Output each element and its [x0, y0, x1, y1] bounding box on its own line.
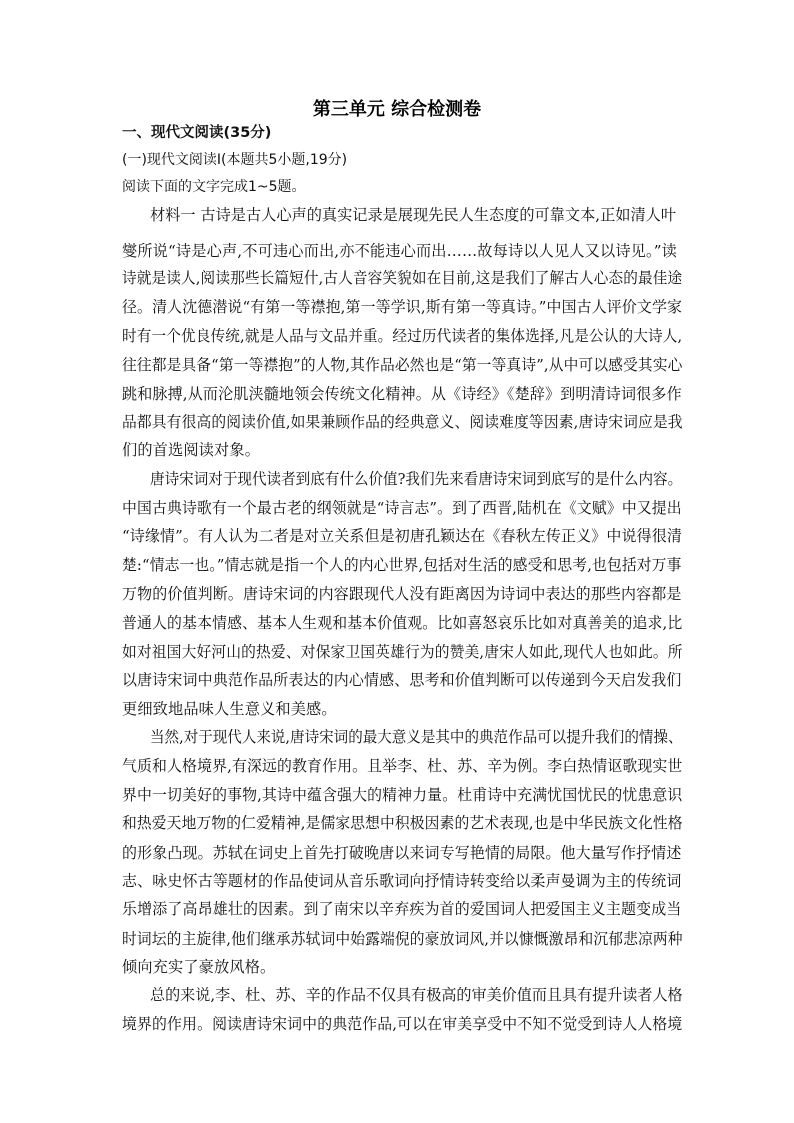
- passage-line: 总的来说,李、杜、苏、辛的作品不仅具有极高的审美价值而且具有提升读者人格: [150, 986, 683, 1004]
- passage-line: 们的首选阅读对象。: [122, 441, 261, 459]
- passage-line: 楚:“情志一也。”情志就是指一个人的内心世界,包括对生活的感受和思考,也包括对万事: [122, 556, 682, 574]
- passage-line: 界中一切美好的事物,其诗中蕴含强大的精神力量。杜甫诗中充满忧国忧民的忧患意识: [122, 786, 683, 804]
- passage-line: “诗缘情”。有人认为二者是对立关系但是初唐孔颖达在《春秋左传正义》中说得很清: [122, 527, 683, 545]
- passage-line: 气质和人格境界,有深远的教育作用。且举李、杜、苏、辛为例。李白热情讴歌现实世: [122, 757, 683, 775]
- passage-line: 志、咏史怀古等题材的作品使词从音乐歌词向抒情诗转变给以柔声曼调为主的传统词: [122, 872, 682, 890]
- passage-line: 品都具有很高的阅读价值,如果兼顾作品的经典意义、阅读难度等因素,唐诗宋词应是我: [122, 413, 683, 431]
- passage-line: 往往都是具备“第一等襟抱”的人物,其作品必然也是“第一等真诗”,从中可以感受其实心: [122, 356, 683, 374]
- passage-line: 材料一 古诗是古人心声的真实记录是展现先民人生态度的可靠文本,正如清人叶: [150, 206, 677, 224]
- passage-line: 万物的价值判断。唐诗宋词的内容跟现代人没有距离因为诗词中表达的那些内容都是: [122, 585, 682, 603]
- passage-line: 如对祖国大好河山的热爱、对保家卫国英雄行为的赞美,唐宋人如此,现代人也如此。所: [122, 643, 683, 661]
- passage-line: 跳和脉搏,从而沦肌浃髓地领会传统文化精神。从《诗经》《楚辞》到明清诗词很多作: [122, 385, 682, 403]
- passage-line: 中国古典诗歌有一个最古老的纲领就是“诗言志”。到了西晋,陆机在《文赋》中又提出: [122, 499, 682, 517]
- subsection-heading: (一)现代文阅读Ⅰ(本题共5小题,19分): [122, 152, 348, 168]
- passage-line: 以唐诗宋词中典范作品所表达的内心情感、思考和价值判断可以传递到今天启发我们: [122, 671, 682, 689]
- instruction-text: 阅读下面的文字完成1~5题。: [122, 179, 306, 195]
- passage-line: 更细致地品味人生意义和美感。: [122, 700, 337, 718]
- passage-line: 普通人的基本情感、基本人生观和基本价值观。比如喜怒哀乐比如对真善美的追求,比: [122, 614, 683, 632]
- passage-line: 时词坛的主旋律,他们继承苏轼词中始露端倪的豪放词风,并以慷慨激昂和沉郁悲凉两种: [122, 930, 683, 948]
- passage-line: 径。清人沈德潜说“有第一等襟抱,第一等学识,斯有第一等真诗。”中国古人评价文学家: [122, 298, 683, 316]
- passage-line: 的形象凸现。苏轼在词史上首先打破晚唐以来词专写艳情的局限。他大量写作抒情述: [122, 844, 682, 862]
- passage-line: 时有一个优良传统,就是人品与文品并重。经过历代读者的集体选择,凡是公认的大诗人,: [122, 327, 683, 345]
- passage-line: 诗就是读人,阅读那些长篇短什,古人音容笑貌如在目前,这是我们了解古人心态的最佳途: [122, 269, 683, 287]
- section-heading: 一、现代文阅读(35分): [122, 125, 272, 141]
- passage-line: 境界的作用。阅读唐诗宋词中的典范作品,可以在审美享受中不知不觉受到诗人人格境: [122, 1015, 683, 1033]
- passage-line: 燮所说“诗是心声,不可违心而出,亦不能违心而出……故每诗以人见人又以诗见。”读: [122, 242, 677, 260]
- passage-line: 倾向充实了豪放风格。: [122, 958, 276, 976]
- passage-line: 乐增添了高昂雄壮的因素。到了南宋以辛弃疾为首的爱国词人把爱国主义主题变成当: [122, 900, 682, 918]
- page-title: 第三单元 综合检测卷: [312, 99, 482, 120]
- passage-line: 当然,对于现代人来说,唐诗宋词的最大意义是其中的典范作品可以提升我们的情操、: [150, 728, 683, 746]
- passage-line: 和热爱天地万物的仁爱精神,是儒家思想中积极因素的艺术表现,也是中华民族文化性格: [122, 814, 683, 832]
- passage-line: 唐诗宋词对于现代读者到底有什么价值?我们先来看唐诗宋词到底写的是什么内容。: [150, 470, 683, 488]
